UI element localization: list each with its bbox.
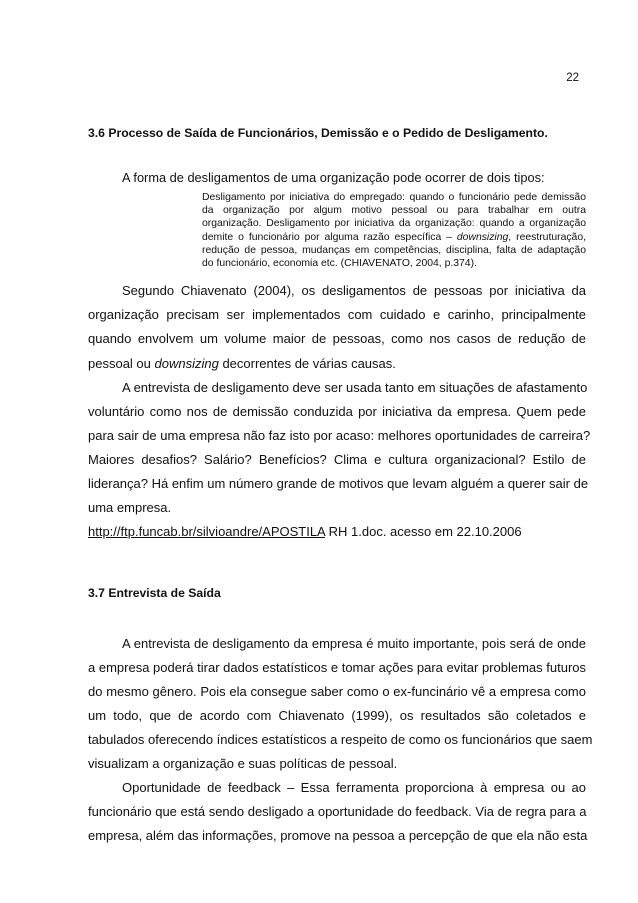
paragraph-line: a empresa poderá tirar dados estatísticos e tomar ações para evitar problemas futuros xyxy=(88,660,586,675)
source-link[interactable]: http://ftp.funcab.br/silvioandre/APOSTILA xyxy=(88,524,326,539)
italic-term: downsizing xyxy=(154,356,219,371)
source-line xyxy=(88,524,586,539)
section-heading-3-7: 3.7 Entrevista de Saída xyxy=(88,586,221,600)
paragraph-text: pessoal ou xyxy=(88,356,155,371)
section-heading-3-6: 3.6 Processo de Saída de Funcionários, Demissão e o Pedido de Desligamento. xyxy=(88,126,548,140)
quote-line xyxy=(202,231,586,244)
source-text: RH 1.doc. acesso em 22.10.2006 xyxy=(325,524,522,539)
paragraph-line: uma empresa. xyxy=(88,500,172,515)
quote-line: redução de pessoa, mudanças em competências, disciplina, falta de adaptação xyxy=(202,244,586,256)
quote-text: , reestruturação, xyxy=(508,231,586,243)
paragraph-line: Segundo Chiavenato (2004), os desligamentos de pessoas por iniciativa da xyxy=(122,283,586,298)
paragraph-line: tabulados oferecendo índices estatísticos a respeito de como os funcionários que saem xyxy=(88,732,593,747)
paragraph-line: A entrevista de desligamento deve ser usada tanto em situações de afastamento xyxy=(122,380,588,395)
quote-line: organização. Desligamento por iniciativa da organização: quando a organização xyxy=(202,218,586,230)
paragraph-line: organização precisam ser implementados com cuidado e carinho, principalmente xyxy=(88,307,586,322)
paragraph-line: Maiores desafios? Salário? Benefícios? Clima e cultura organizacional? Estilo de xyxy=(88,452,586,467)
quote-italic-term: downsizing xyxy=(456,231,509,243)
paragraph-line: Oportunidade de feedback – Essa ferramenta proporciona à empresa ou ao xyxy=(122,780,586,795)
quote-line: Desligamento por iniciativa do empregado: quando o funcionário pede demissão xyxy=(202,192,586,203)
paragraph-line: um todo, que de acordo com Chiavenato (1999), os resultados são coletados e xyxy=(88,708,586,723)
paragraph-line: funcionário que está sendo desligado a oportunidade do feedback. Via de regra para a xyxy=(88,804,587,819)
paragraph-line: quando envolvem um volume maior de pessoas, como nos casos de redução de xyxy=(88,331,586,346)
block-quote xyxy=(202,191,586,270)
paragraph-line: do mesmo gênero. Pois ela consegue saber como o ex-funcinário vê a empresa como xyxy=(88,684,586,699)
quote-line: da organização por algum motivo pessoal ou para trabalhar em outra xyxy=(202,205,586,217)
paragraph-line xyxy=(88,356,586,371)
paragraph-line: visualizam a organização e suas políticas de pessoal. xyxy=(88,756,398,771)
paragraph-line: para sair de uma empresa não faz isto por acaso: melhores oportunidades de carreira? xyxy=(88,428,591,443)
paragraph-line: empresa, além das informações, promove na pessoa a percepção de que ela não esta xyxy=(88,828,588,843)
intro-line: A forma de desligamentos de uma organização pode ocorrer de dois tipos: xyxy=(122,170,545,185)
paragraph-line: liderança? Há enfim um número grande de motivos que levam alguém a querer sair de xyxy=(88,476,589,491)
paragraph-line: A entrevista de desligamento da empresa é muito importante, pois será de onde xyxy=(122,636,586,651)
page-number: 22 xyxy=(566,72,579,84)
paragraph-line: voluntário como nos de demissão conduzida por iniciativa da empresa. Quem pede xyxy=(88,404,586,419)
quote-text: demite o funcionário por alguma razão específica – xyxy=(202,231,457,243)
paragraph-text: decorrentes de várias causas. xyxy=(218,356,396,371)
quote-line: do funcionário, economia etc. (CHIAVENATO, 2004, p.374). xyxy=(202,258,477,270)
